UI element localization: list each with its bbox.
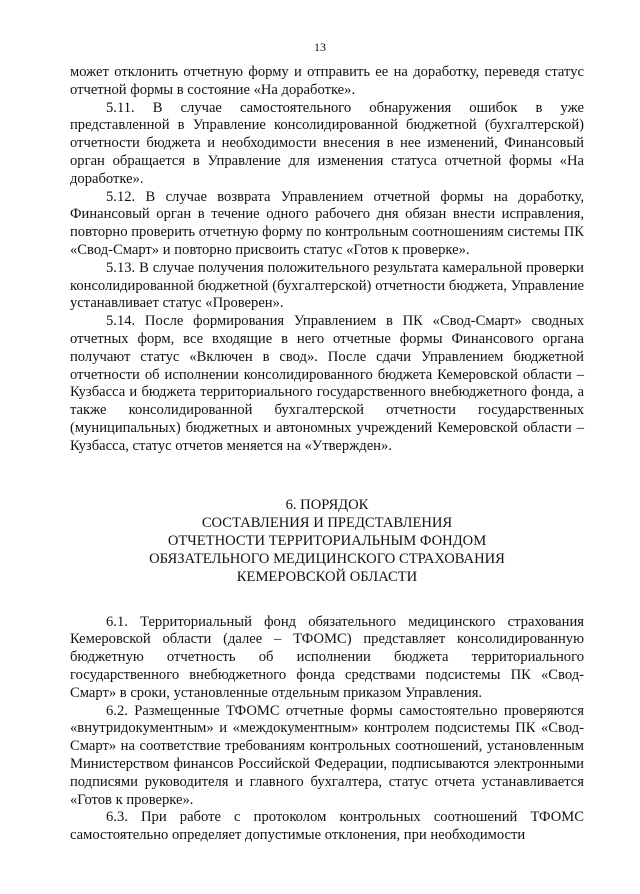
paragraph-5-12: 5.12. В случае возврата Управлением отчетной формы на доработку, Финансовый орган в течение одного рабочего дня обязан внести исправления, повторно проверить отчетную форму по контрольным соотношениям системы ПК «Свод-Смарт» и повторно присвоить статус «Готов к проверке». bbox=[70, 188, 584, 258]
heading-line-2: СОСТАВЛЕНИЯ И ПРЕДСТАВЛЕНИЯ bbox=[201, 514, 453, 531]
heading-line-4: ОБЯЗАТЕЛЬНОГО МЕДИЦИНСКОГО СТРАХОВАНИЯ bbox=[149, 550, 505, 567]
document-body bbox=[70, 64, 584, 845]
heading-line-3: ОТЧЕТНОСТИ ТЕРРИТОРИАЛЬНЫМ ФОНДОМ bbox=[167, 532, 487, 549]
heading-line-1: 6. ПОРЯДОК bbox=[285, 496, 369, 513]
paragraph-5-13: 5.13. В случае получения положительного результата камеральной проверки консолидированной бюджетной (бухгалтерской) отчетности бюджета, Управление устанавливает статус «Проверен». bbox=[70, 259, 584, 312]
heading-line-5: КЕМЕРОВСКОЙ ОБЛАСТИ bbox=[236, 568, 418, 585]
paragraph-6-2: 6.2. Размещенные ТФОМС отчетные формы самостоятельно проверяются «внутридокументным» и «междокументным» контролем подсистемы ПК «Свод-Смарт» на соответствие требованиям контрольных соотношений, установленным Министерством финансов Российской Федерации, подписываются электронными подписями руководителя и главного бухгалтера, статус отчета устанавливается «Готов к проверке». bbox=[70, 702, 584, 808]
paragraph-6-3: 6.3. При работе с протоколом контрольных соотношений ТФОМС самостоятельно определяет допустимые отклонения, при необходимости bbox=[70, 809, 584, 844]
paragraph-5-11: 5.11. В случае самостоятельного обнаружения ошибок в уже представленной в Управление консолидированной бюджетной (бухгалтерской) отчетности бюджета и необходимости внесения в нее изменений, Финансовый орган обращается в Управление для изменения статуса отчетной формы «На доработке». bbox=[70, 99, 584, 187]
page-number: 13 bbox=[314, 40, 326, 54]
paragraph-6-1: 6.1. Территориальный фонд обязательного медицинского страхования Кемеровской области (далее – ТФОМС) представляет консолидированную бюджетную отчетность об исполнении бюджета территориального государственного внебюджетного фонда средствами подсистемы ПК «Свод-Смарт» в сроки, установленные отдельным приказом Управления. bbox=[70, 613, 584, 701]
paragraph-continuation: может отклонить отчетную форму и отправить ее на доработку, переведя статус отчетной формы в состояние «На доработке». bbox=[70, 64, 584, 98]
section-6-heading bbox=[70, 496, 584, 586]
paragraph-5-14: 5.14. После формирования Управлением в ПК «Свод-Смарт» сводных отчетных форм, все входящие в него отчетные формы Финансового органа получают статус «Включен в свод». После сдачи Управлением бюджетной отчетности об исполнении консолидированного бюджета Кемеровской области – Кузбасса и бюджета территориального государственного внебюджетного фонда, а также консолидированной бухгалтерской отчетности государственных (муниципальных) бюджетных и автономных учреждений Кемеровской области – Кузбасса, статус отчетов меняется на «Утвержден». bbox=[70, 313, 584, 454]
